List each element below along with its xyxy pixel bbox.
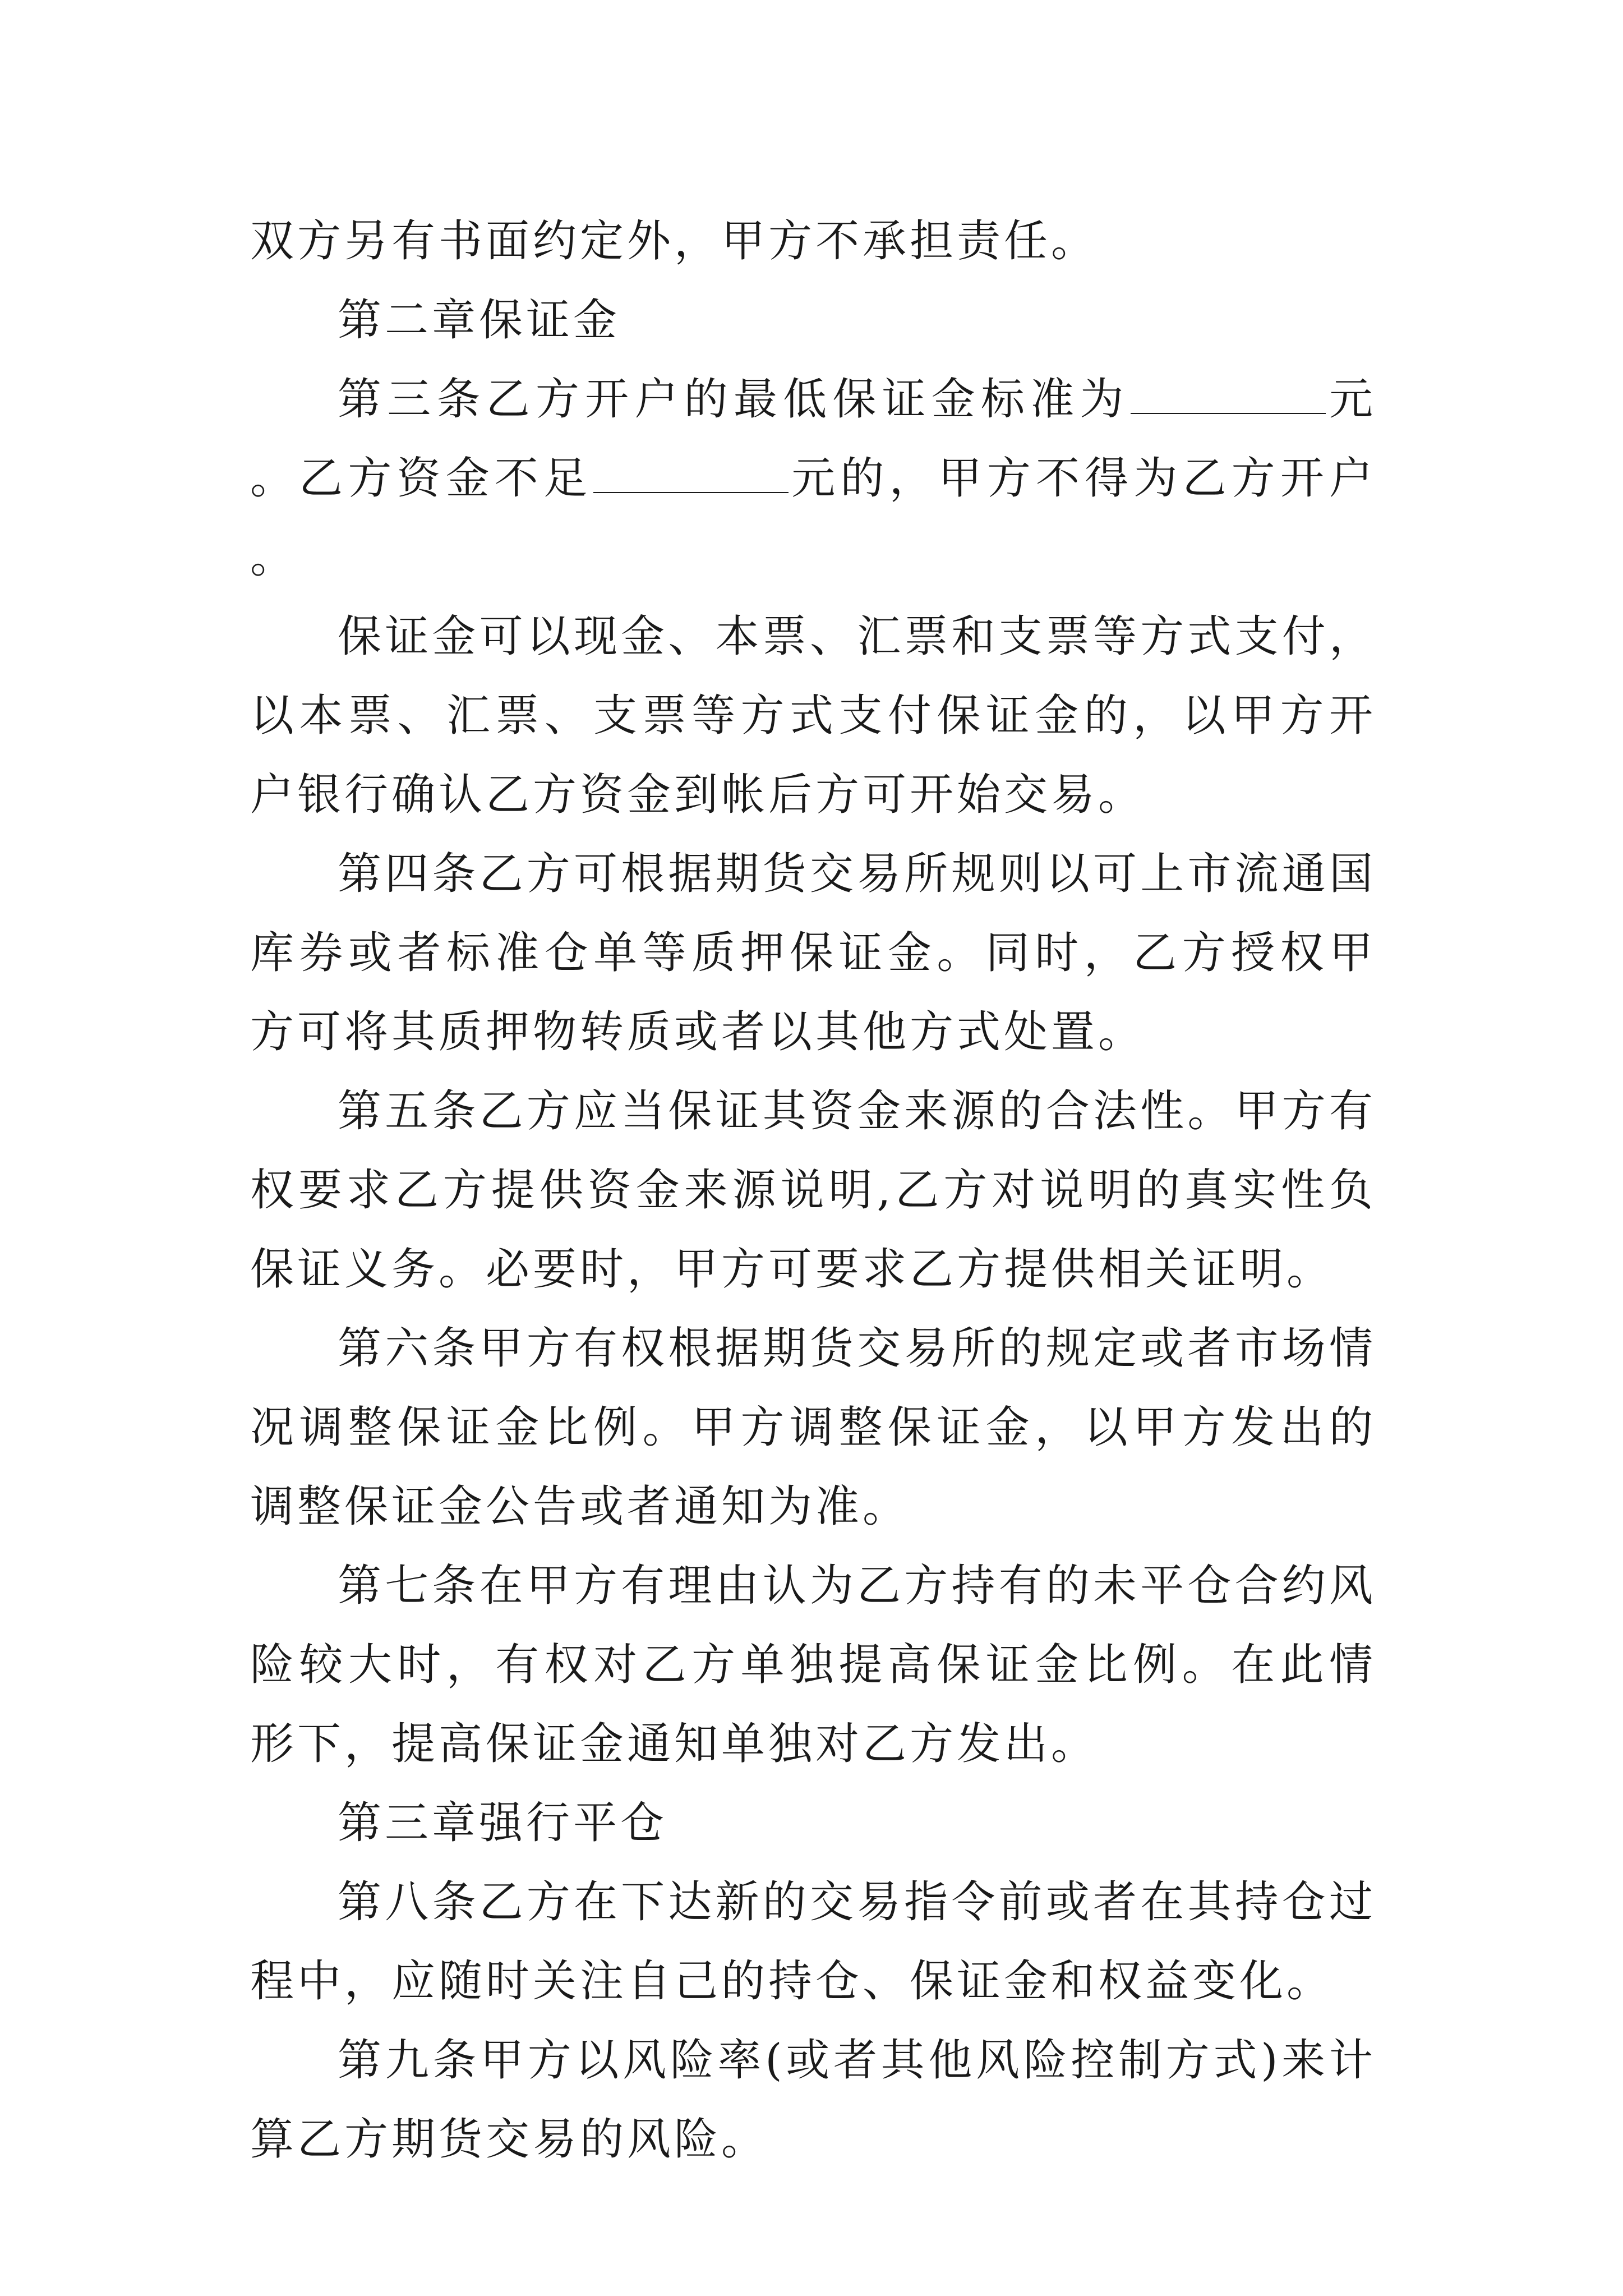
insufficient-funds-blank [593,453,789,493]
paragraph-deposit-payment: 保证金可以现金、本票、汇票和支票等方式支付，以本票、汇票、支票等方式支付保证金的，以甲方开户银行确认乙方资金到帐后方可开始交易。 [250,611,1376,820]
article-3-text-b: 元。乙方资金不足 [250,374,1376,504]
article-8: 第八条乙方在下达新的交易指令前或者在其持仓过程中，应随时关注自己的持仓、保证金和权益变化。 [250,1877,1376,2007]
chapter-heading-2: 第二章保证金 [338,295,621,346]
chapter-heading-3: 第三章强行平仓 [338,1798,668,1848]
article-3 [250,360,1376,597]
min-deposit-blank [1131,374,1326,414]
article-7: 第七条在甲方有理由认为乙方持有的未平仓合约风险较大时，有权对乙方单独提高保证金比例。在此情形下，提高保证金通知单独对乙方发出。 [250,1561,1376,1769]
article-6: 第六条甲方有权根据期货交易所的规定或者市场情况调整保证金比例。甲方调整保证金，以甲方发出的调整保证金公告或者通知为准。 [250,1323,1376,1532]
document-body [250,202,1376,2179]
article-3-text-a: 第三条乙方开户的最低保证金标准为 [338,374,1129,425]
article-4: 第四条乙方可根据期货交易所规则以可上市流通国库券或者标准仓单等质押保证金。同时，乙方授权甲方可将其质押物转质或者以其他方式处置。 [250,849,1376,1057]
article-9: 第九条甲方以风险率(或者其他风险控制方式)来计算乙方期货交易的风险。 [250,2035,1376,2165]
paragraph-continuation: 双方另有书面约定外，甲方不承担责任。 [250,216,1099,266]
article-5: 第五条乙方应当保证其资金来源的合法性。甲方有权要求乙方提供资金来源说明,乙方对说明的真实性负保证义务。必要时，甲方可要求乙方提供相关证明。 [250,1086,1376,1295]
article-3-text-c: 元的，甲方不得为乙方开户。 [250,453,1376,583]
